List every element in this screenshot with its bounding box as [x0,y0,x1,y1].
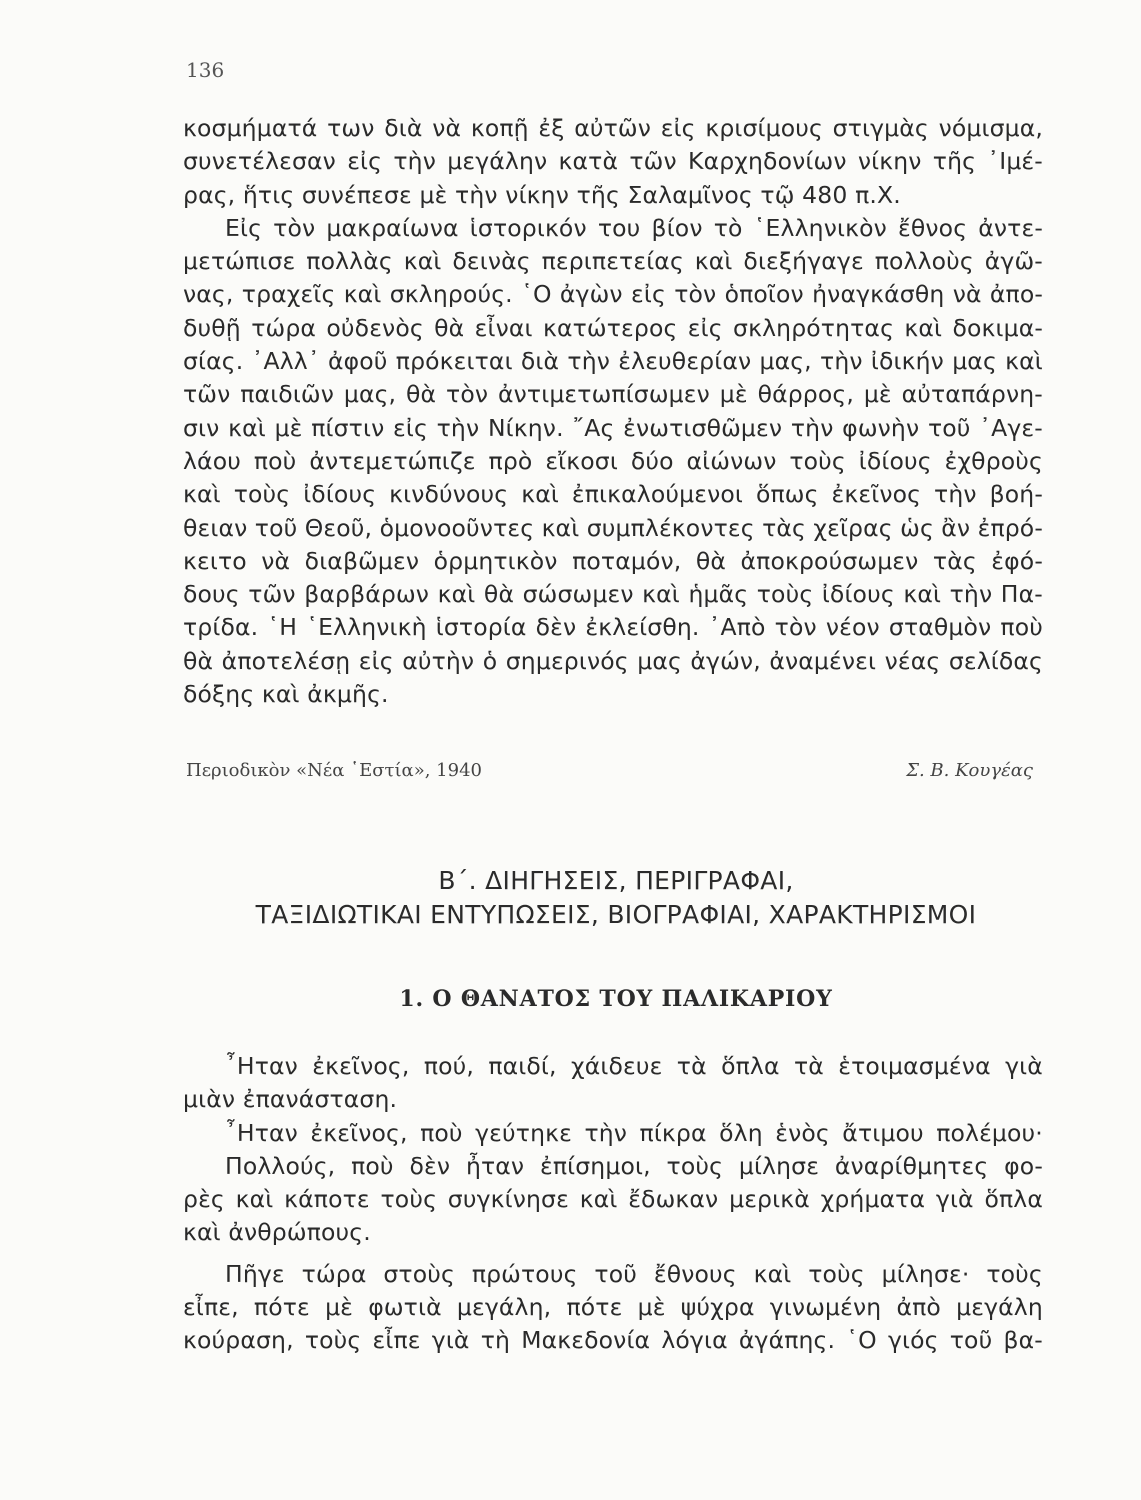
text-line: δυθῇ τώρα οὐδενὸς θὰ εἶναι κατώτερος εἰς σκληρότητας καὶ δοκιμα- [183,313,1043,342]
section-heading-line1: Β΄. ΔΙΗΓΗΣΕΙΣ, ΠΕΡΙΓΡΑΦΑΙ, [438,866,794,895]
text-line: δους τῶν βαρβάρων καὶ θὰ σώσωμεν καὶ ἡμᾶς τοὺς ἰδίους καὶ τὴν Πα- [183,580,1043,609]
text-line: μιὰν ἐπανάσταση. [183,1085,398,1114]
text-line: Πῆγε τώρα στοὺς πρώτους τοῦ ἔθνους καὶ τοὺς μίλησε· τοὺς [225,1259,1043,1288]
text-line: συνετέλεσαν εἰς τὴν μεγάλην κατὰ τῶν Καρχηδονίων νίκην τῆς ᾿Ιμέ- [183,147,1043,176]
text-line: μετώπισε πολλὰς καὶ δεινὰς περιπετείας καὶ διεξήγαγε πολλοὺς ἀγῶ- [183,247,1043,276]
text-line: κειτο νὰ διαβῶμεν ὁρμητικὸν ποταμόν, θὰ ἀποκρούσωμεν τὰς ἐφό- [183,546,1043,575]
text-line: λάου ποὺ ἀντεμετώπιζε πρὸ εἴκοσι δύο αἰώνων τοὺς ἰδίους ἐχθροὺς [183,446,1043,475]
text-line: κοσμήματά των διὰ νὰ κοπῇ ἐξ αὐτῶν εἰς κρισίμους στιγμὰς νόμισμα, [183,114,1043,142]
paragraph-intro-text [183,112,1043,711]
source-citation [186,760,1041,781]
text-line: ῏Ηταν ἐκεῖνος, ποὺ γεύτηκε τὴν πίκρα ὅλη ἑνὸς ἄτιμου πολέμου· [225,1118,1043,1147]
text-line: Εἰς τὸν μακραίωνα ἱστορικόν του βίον τὸ ῾Ελληνικὸν ἔθνος ἀντε- [225,213,1043,242]
text-line: ρὲς καὶ κάποτε τοὺς συγκίνησε καὶ ἔδωκαν μερικὰ χρήματα γιὰ ὅπλα [183,1185,1043,1214]
source-author: Σ. Β. Κουγέας [906,760,1033,781]
text-line: δόξης καὶ ἀκμῆς. [183,680,389,709]
text-line: τῶν παιδιῶν μας, θὰ τὸν ἀντιμετωπίσωμεν μὲ θάρρος, μὲ αὐταπάρνη- [183,380,1043,409]
chapter-title: 1. Ο ΘΑΝΑΤΟΣ ΤΟΥ ΠΑΛΙΚΑΡΙΟΥ [399,986,833,1012]
text-line: σίας. ᾿Αλλ᾿ ἀφοῦ πρόκειται διὰ τὴν ἐλευθερίαν μας, τὴν ἰδικήν μας καὶ [183,347,1043,376]
paragraph-story-text [183,1050,1043,1358]
text-line: ρας, ἥτις συνέπεσε μὲ τὴν νίκην τῆς Σαλαμῖνος τῷ 480 π.Χ. [183,180,901,209]
text-line: σιν καὶ μὲ πίστιν εἰς τὴν Νίκην. ῎Ας ἐνωτισθῶμεν τὴν φωνὴν τοῦ ᾿Αγε- [183,413,1043,442]
section-heading-line2: ΤΑΞΙΔΙΩΤΙΚΑΙ ΕΝΤΥΠΩΣΕΙΣ, ΒΙΟΓΡΑΦΙΑΙ, ΧΑΡΑΚΤΗΡΙΣΜΟΙ [255,900,977,929]
text-line: τρίδα. ῾Η ῾Ελληνικὴ ἱστορία δὲν ἐκλείσθη. ᾿Απὸ τὸν νέον σταθμὸν ποὺ [183,613,1043,642]
text-line: καὶ τοὺς ἰδίους κινδύνους καὶ ἐπικαλούμενοι ὅπως ἐκεῖνος τὴν βοή- [183,480,1043,509]
text-line: ῏Ηταν ἐκεῖνος, πού, παιδί, χάιδευε τὰ ὅπλα τὰ ἑτοιμασμένα γιὰ [225,1052,1043,1080]
text-line: κούραση, τοὺς εἶπε γιὰ τὴ Μακεδονία λόγια ἀγάπης. ῾Ο γιός τοῦ βα- [183,1326,1043,1355]
text-line: θειαν τοῦ Θεοῦ, ὁμονοοῦντες καὶ συμπλέκοντες τὰς χεῖρας ὡς ἂν ἐπρό- [183,513,1043,542]
text-line: νας, τραχεῖς καὶ σκληρούς. ῾Ο ἀγὼν εἰς τὸν ὁποῖον ἠναγκάσθη νὰ ἀπο- [183,280,1043,309]
text-line: θὰ ἀποτελέσῃ εἰς αὐτὴν ὁ σημερινός μας ἀγών, ἀναμένει νέας σελίδας [183,646,1043,675]
text-line: καὶ ἀνθρώπους. [183,1218,371,1247]
source-publication: Περιοδικὸν «Νέα ῾Εστία», 1940 [186,760,482,781]
text-line: εἶπε, πότε μὲ φωτιὰ μεγάλη, πότε μὲ ψύχρα γινωμένη ἀπὸ μεγάλη [183,1293,1043,1322]
text-line: Πολλούς, ποὺ δὲν ἦταν ἐπίσημοι, τοὺς μίλησε ἀναρίθμητες φο- [225,1151,1043,1180]
page-number: 136 [186,58,225,82]
